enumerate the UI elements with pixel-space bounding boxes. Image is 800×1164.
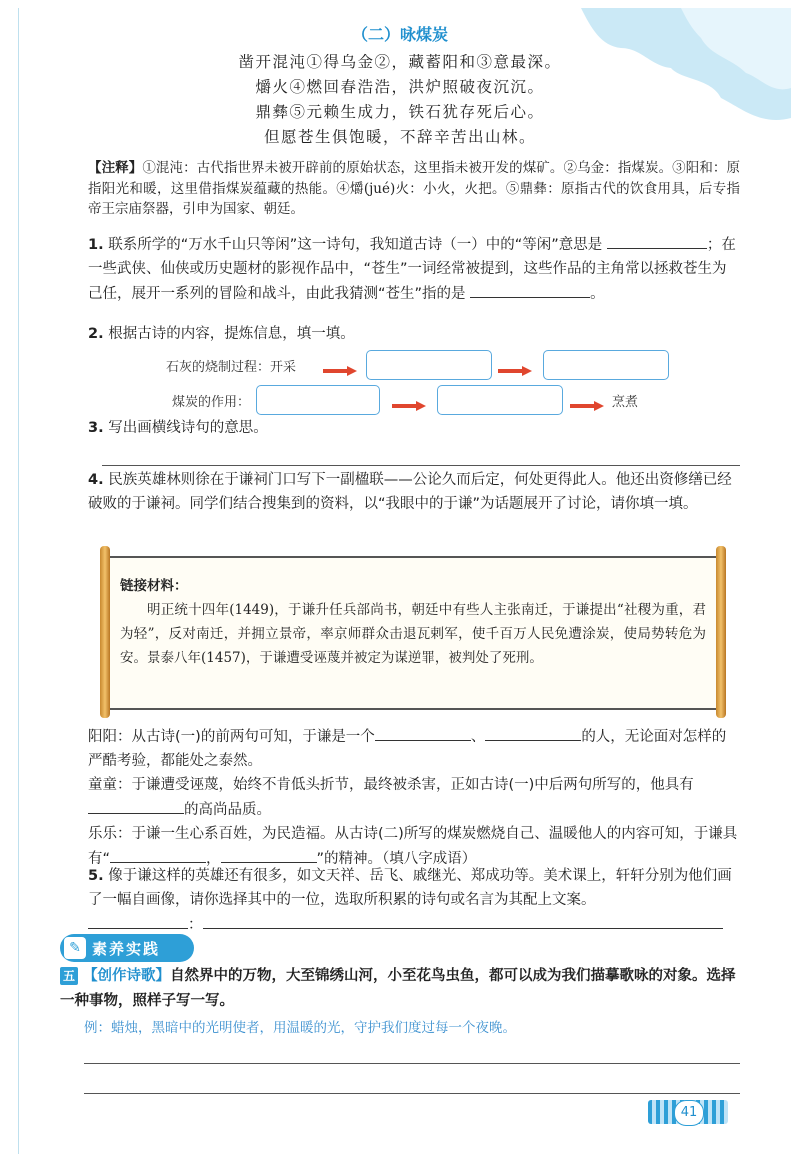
question-badge: 五: [60, 967, 78, 985]
question-text: 像于谦这样的英雄还有很多，如文天祥、岳飞、戚继光、郑成功等。美术课上，轩轩分别为他们画了一幅自画像，请你选择其中的一位，选取所积累的诗句或名言为其配上文案。: [88, 868, 732, 908]
material-scroll: [104, 546, 722, 718]
discussion-text: 的人，无论面对怎样的严酷考验，都能处之泰然。: [88, 729, 727, 769]
flow-label-coal: 煤炭的作用：: [172, 395, 251, 410]
question-text: 。: [590, 286, 605, 302]
discussion-text: 的高尚品质。: [184, 802, 271, 818]
poem-line: 但愿苍生俱饱暖，不辞辛苦出山林。: [263, 128, 536, 146]
question-3: [88, 416, 740, 440]
flow-label-lime: 石灰的烧制过程：开采: [166, 360, 297, 375]
question-number: 5.: [88, 868, 104, 884]
poem-body: [0, 50, 800, 150]
discussion-yangyang: [88, 724, 740, 773]
discussion-text: ，: [206, 851, 221, 867]
scroll-rod-left: [100, 546, 110, 718]
question-tag: 【创作诗歌】: [83, 968, 171, 984]
poem-line: 凿开混沌①得乌金②，藏蓄阳和③意最深。: [238, 53, 562, 71]
answer-blank[interactable]: [88, 912, 188, 929]
discussion-text: 、: [470, 729, 486, 745]
poem-title: （二）咏煤炭: [351, 25, 448, 44]
discussion-text: 乐乐：于谦一生心系百姓，为民造福。从古诗(二)所写的煤炭燃烧自己、温暖他人的内容可知，于谦具有“: [88, 826, 738, 867]
question-4: [88, 468, 740, 516]
question-number: 1.: [88, 237, 104, 253]
question-number: 4.: [88, 472, 104, 488]
page-number-badge: [648, 1100, 728, 1124]
answer-box[interactable]: [437, 385, 563, 415]
question-text: ；在一些武侠、仙侠或历史题材的影视作品中，“苍生”一词经常被提到，这些作品的主角常以拯救苍生为己任，展开一系列的冒险和战斗，由此我猜测“苍生”指的是: [88, 237, 736, 302]
discussion-tongtong: [88, 773, 740, 822]
answer-blank[interactable]: [470, 281, 590, 298]
question-text: 联系所学的“万水千山只等闲”这一诗句，我知道古诗（一）中的“等闲”意思是: [108, 237, 603, 253]
answer-blank[interactable]: [607, 232, 707, 249]
answer-line[interactable]: [102, 464, 740, 466]
answer-box[interactable]: [256, 385, 380, 415]
discussion: [88, 724, 740, 871]
answer-line[interactable]: [84, 1062, 740, 1064]
answer-blank[interactable]: [221, 846, 317, 863]
question-number: 3.: [88, 420, 104, 436]
arrow-right-icon: [570, 396, 604, 406]
question-text: 自然界中的万物，大至锦绣山河，小至花鸟虫鱼，都可以成为我们描摹歌咏的对象。选择一种事物，照样子写一写。: [60, 968, 736, 1009]
arrow-right-icon: [323, 361, 357, 371]
material-text: 明正统十四年(1449)，于谦升任兵部尚书，朝廷中有些人主张南迁，于谦提出“社稷为重，君为轻”，反对南迁，并拥立景帝，率京师群众击退瓦剌军，使千百万人民免遭涂炭，使局势转危为安。景泰八年(1457)，于谦遭受诬蔑并被定为谋逆罪，被判处了死刑。: [120, 602, 706, 666]
arrow-right-icon: [498, 361, 532, 371]
answer-blank[interactable]: [88, 797, 184, 814]
question-text: 写出画横线诗句的意思。: [108, 420, 268, 436]
arrow-right-icon: [392, 396, 426, 406]
poem-line: 鼎彝⑤元赖生成力，铁石犹存死后心。: [255, 103, 545, 121]
answer-box[interactable]: [543, 350, 669, 380]
answer-blank[interactable]: [375, 724, 471, 741]
question-1: [88, 232, 740, 306]
discussion-text: 阳阳：从古诗(一)的前两句可知，于谦是一个: [88, 729, 375, 745]
question-text: 根据古诗的内容，提炼信息，填一填。: [108, 326, 355, 342]
annotations: [88, 158, 740, 220]
answer-line[interactable]: [84, 1092, 740, 1094]
notes-text: ①混沌：古代指世界未被开辟前的原始状态，这里指未被开发的煤矿。②乌金：指煤炭。③阳和：原指阳光和暖，这里借指煤炭蕴藏的热能。④爝(jué)火：小火，火把。⑤鼎彝：原指古代的饮食用具，后专指帝王宗庙祭器，引申为国家、朝廷。: [88, 160, 741, 217]
question-2: [88, 322, 740, 346]
question-creative: [60, 964, 740, 1014]
material-content: [120, 574, 706, 670]
page-number: 41: [674, 1100, 704, 1126]
answer-blank[interactable]: [110, 846, 206, 863]
pencil-icon: ✎: [64, 937, 86, 959]
discussion-text: 童童：于谦遭受诬蔑，始终不肯低头折节，最终被杀害，正如古诗(一)中后两句所写的，他具有: [88, 777, 694, 793]
discussion-text: ”的精神。（填八字成语）: [316, 851, 477, 867]
example-text: 例：蜡烛，黑暗中的光明使者，用温暖的光，守护我们度过每一个夜晚。: [84, 1020, 516, 1036]
answer-blank[interactable]: [485, 724, 581, 741]
question-text: 民族英雄林则徐在于谦祠门口写下一副楹联——公论久而后定，何处更得此人。他还出资修缮已经破败的于谦祠。同学们结合搜集到的资料，以“我眼中的于谦”为话题展开了讨论，请你填一填。: [88, 472, 732, 512]
notes-label: 【注释】: [88, 160, 143, 176]
scroll-rod-right: [716, 546, 726, 718]
answer-blank[interactable]: [203, 912, 723, 929]
material-heading: 链接材料：: [120, 578, 188, 594]
colon: ：: [188, 917, 203, 933]
section-header: [60, 934, 194, 962]
flow-end-label: 烹煮: [612, 395, 639, 410]
question-5: [88, 864, 740, 937]
poem-line: 爝火④燃回春浩浩，洪炉照破夜沉沉。: [255, 78, 545, 96]
section-label: 素养实践: [92, 940, 161, 958]
answer-box[interactable]: [366, 350, 492, 380]
question-number: 2.: [88, 326, 104, 342]
